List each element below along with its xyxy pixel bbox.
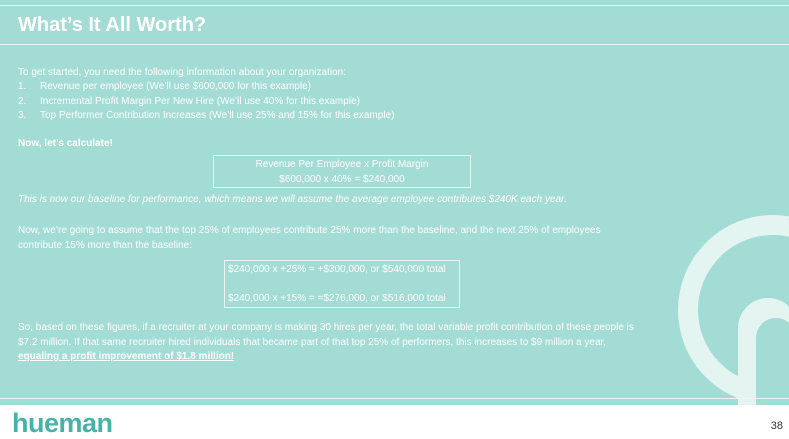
logo-watermark-stem-inner xyxy=(756,318,789,405)
list-number: 1. xyxy=(18,81,27,92)
results-box xyxy=(224,260,460,308)
baseline-note: This is now our baseline for performance, which means we will assume the average employee contributes $240K each year. xyxy=(18,194,567,205)
list-text: Incremental Profit Margin Per New Hire (We’ll use 40% for this example) xyxy=(40,95,360,107)
formula-line-1: Revenue Per Employee x Profit Margin xyxy=(255,159,429,170)
slide-title: What’s It All Worth? xyxy=(18,14,207,36)
summary-text xyxy=(18,321,648,365)
list-text: Revenue per employee (We’ll use $600,000 for this example) xyxy=(40,81,312,92)
formula-box xyxy=(213,155,471,188)
top-divider xyxy=(0,5,789,6)
assumption-text: Now, we’re going to assume that the top 25% of employees contribute 25% more than the baseline, and the next 25% of employees contribute 15% more than the baseline: xyxy=(18,225,601,251)
list-text: Top Performer Contribution Increases (We’ll use 25% and 15% for this example) xyxy=(40,110,395,121)
title-divider xyxy=(0,44,789,45)
intro-text: To get started, you need the following information about your organization: xyxy=(18,67,346,78)
calculate-heading: Now, let’s calculate! xyxy=(18,138,113,149)
list-item xyxy=(18,80,394,95)
result-line-1: $240,000 x +25% = +$300,000, or $540,000 total xyxy=(228,264,446,275)
result-line-2: $240,000 x +15% = =$276,000, or $516,000 total xyxy=(228,292,446,304)
brand-logo: hueman xyxy=(12,408,113,438)
list-number: 2. xyxy=(18,95,27,107)
requirements-list xyxy=(18,80,394,124)
summary-highlight-link[interactable]: equaling a profit improvement of $1.8 million! xyxy=(18,351,235,362)
bottom-divider xyxy=(0,398,789,399)
list-number: 3. xyxy=(18,110,27,121)
formula-line-2: $600,000 x 40% = $240,000 xyxy=(279,173,405,185)
list-item xyxy=(18,95,394,110)
page-number: 38 xyxy=(770,420,783,432)
list-item xyxy=(18,109,394,124)
summary-body: So, based on these figures, if a recruiter at your company is making 30 hires per year, the total variable profit contribution of these people is $7.2 million. If that same recruiter hired individuals that became part of that top 25% of performers, this increases to $9 million a year, xyxy=(18,322,634,348)
